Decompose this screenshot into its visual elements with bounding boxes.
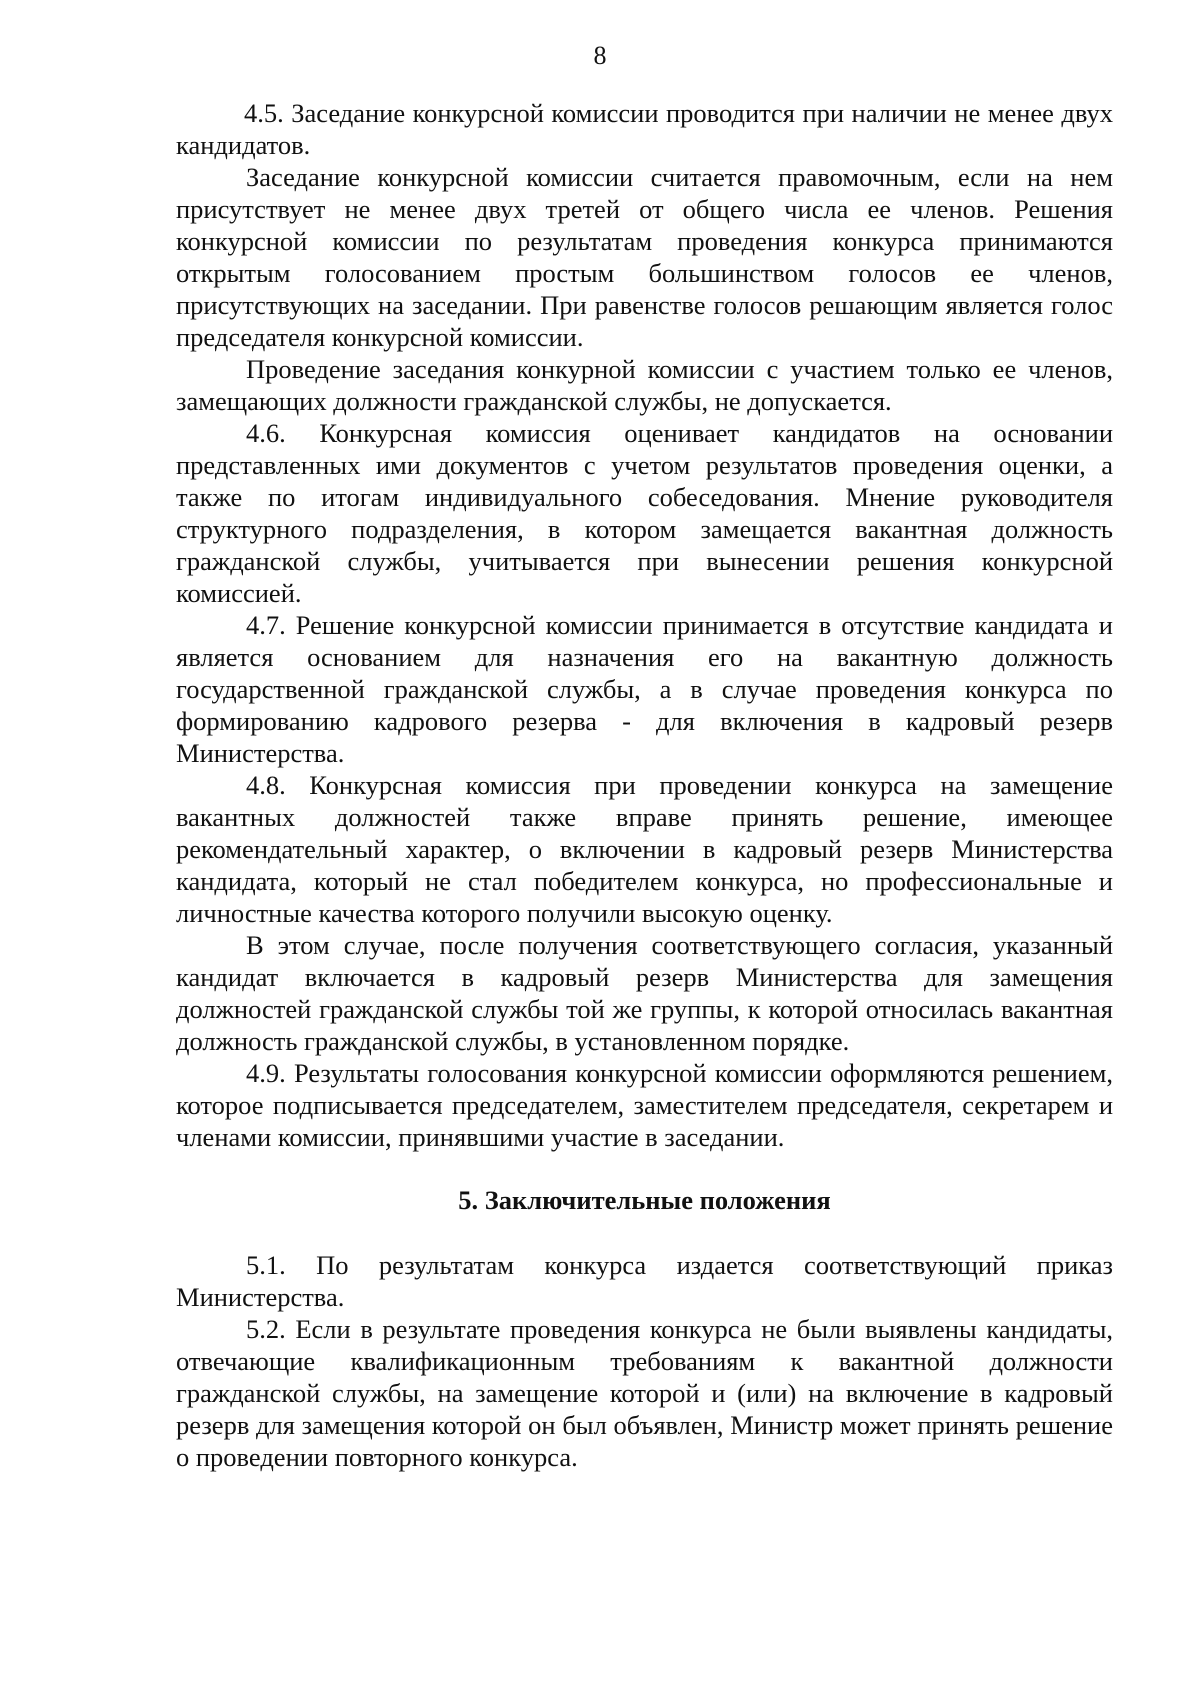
paragraph-4-7: 4.7. Решение конкурсной комиссии принимается в отсутствие кандидата и является основанием для назначения его на вакантную должность государственной гражданской службы, а в случае проведения конкурса по формированию кадрового резерва - для включения в кадровый резерв Министерства. xyxy=(176,610,1113,768)
section-heading-final-provisions: 5. Заключительные положения xyxy=(458,1185,831,1215)
paragraph-5-2: 5.2. Если в результате проведения конкурса не были выявлены кандидаты, отвечающие квалификационным требованиям к вакантной должности гражданской службы, на замещение которой и (или) на включение в кадровый резерв для замещения которой он был объявлен, Министр может принять решение о проведении повторного конкурса. xyxy=(176,1314,1113,1472)
paragraph-4-9: 4.9. Результаты голосования конкурсной комиссии оформляются решением, которое подписывается председателем, заместителем председателя, секретарем и членами комиссии, принявшими участие в заседании. xyxy=(176,1058,1113,1152)
paragraph-4-5: 4.5. Заседание конкурсной комиссии проводится при наличии не менее двух кандидатов. xyxy=(176,98,1113,160)
document-body xyxy=(176,97,1113,1473)
paragraph-civil-service-members: Проведение заседания конкурной комиссии с участием только ее членов, замещающих должности гражданской службы, не допускается. xyxy=(176,354,1113,416)
paragraph-4-6: 4.6. Конкурсная комиссия оценивает кандидатов на основании представленных ими документов с учетом результатов проведения оценки, а также по итогам индивидуального собеседования. Мнение руководителя структурного подразделения, в котором замещается вакантная должность гражданской службы, учитывается при вынесении решения конкурсной комиссией. xyxy=(176,418,1113,608)
paragraph-5-1: 5.1. По результатам конкурса издается соответствующий приказ Министерства. xyxy=(176,1250,1113,1312)
paragraph-reserve-consent: В этом случае, после получения соответствующего согласия, указанный кандидат включается в кадровый резерв Министерства для замещения должностей гражданской службы той же группы, к которой относилась вакантная должность гражданской службы, в установленном порядке. xyxy=(176,930,1113,1056)
paragraph-quorum: Заседание конкурсной комиссии считается правомочным, если на нем присутствует не менее двух третей от общего числа ее членов. Решения конкурсной комиссии по результатам проведения конкурса принимаются открытым голосованием простым большинством голосов ее членов, присутствующих на заседании. При равенстве голосов решающим является голос председателя конкурсной комиссии. xyxy=(176,162,1113,352)
paragraph-4-8: 4.8. Конкурсная комиссия при проведении конкурса на замещение вакантных должностей также вправе принять решение, имеющее рекомендательный характер, о включении в кадровый резерв Министерства кандидата, который не стал победителем конкурса, но профессиональные и личностные качества которого получили высокую оценку. xyxy=(176,770,1113,928)
page-number: 8 xyxy=(593,41,607,70)
